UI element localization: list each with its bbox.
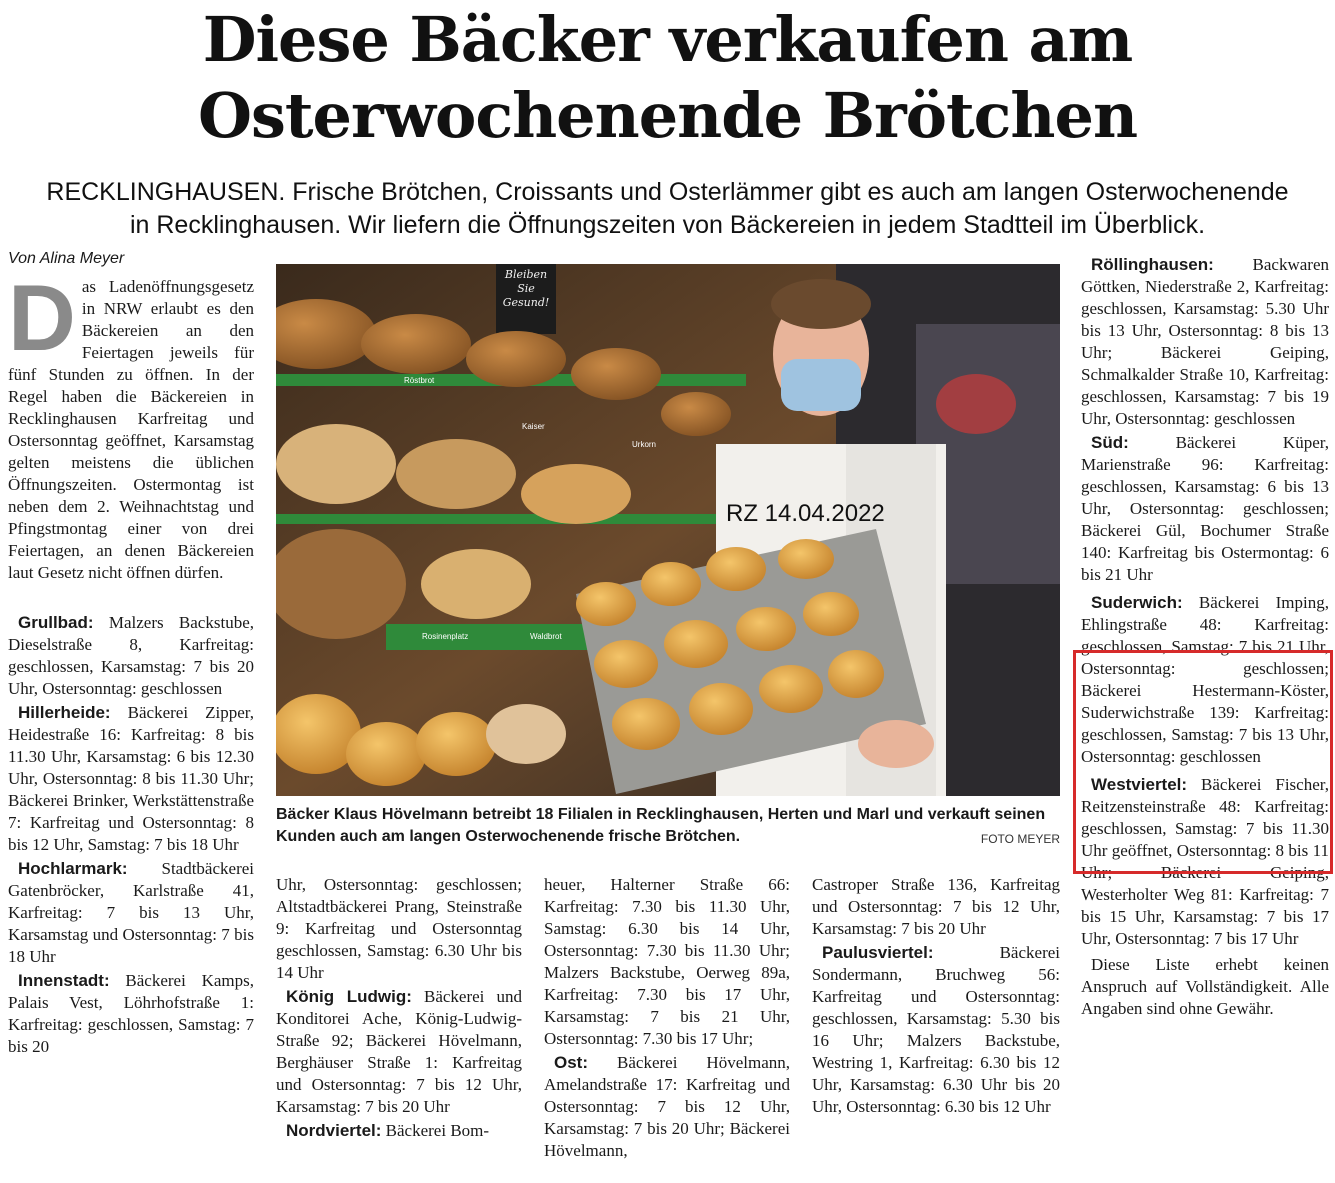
subhead-line-2: in Recklinghausen. Wir liefern die Öffnungszeiten von Bäckereien in jedem Stadtteil im Überblick.: [129, 211, 1206, 239]
district-label: Hochlarmark:: [18, 859, 128, 878]
entry-text: Backwaren Göttken, Niederstraße 2, Karfreitag: geschlossen, Karsamstag: 5.30 Uhr bis 13 Uhr, Ostersonntag: 8 bis 13 Uhr; Bäckerei Geiping, Schmalkalder Straße 10, Karfreitag: geschlossen, Karsamstag: 7 bis 19 Uhr, Ostersonntag: geschlossen: [1081, 255, 1329, 428]
photo-caption: Bäcker Klaus Hövelmann betreibt 18 Filialen in Recklinghausen, Herten und Marl und verkauft seinen Kunden auch am langen Osterwochenende frische Brötchen.: [276, 806, 1046, 845]
district-label: Innenstadt:: [18, 971, 110, 990]
entry-text: Bäckerei Fischer, Reitzensteinstraße 48: Karfreitag: geschlossen, Samstag: 7 bis 11.30 Uhr geöffnet, Ostersonntag: 8 bis 11 Uhr; Bäckerei Geiping, Westerholter Weg 81: Karfreitag: 7 bis 15 Uhr, Karsamstag: 7 bis 17 Uhr, Ostersonntag: 7 bis 17 Uhr: [1081, 775, 1329, 948]
district-label: Westviertel:: [1091, 775, 1188, 794]
shelf-label: Röstbrot: [404, 376, 435, 385]
district-label: Süd:: [1091, 433, 1129, 452]
sign-line: Gesund!: [502, 296, 550, 309]
district-label: Nordviertel:: [286, 1121, 382, 1140]
entry-nordviertel-continued: heuer, Halterner Straße 66: Karfreitag: 7.30 bis 11.30 Uhr, Samstag: 6.30 bis 14 Uhr, Ostersonntag: 7.30 bis 11.30 Uhr; Malzers Backstube, Oerweg 89a, Karfreitag: 7.30 bis 17 Uhr, Karsamstag: 7 bis 21 Uhr, Ostersonntag: 7.30 bis 17 Uhr;: [544, 875, 790, 1048]
bakery-photo: [276, 264, 1060, 796]
date-stamp: RZ 14.04.2022: [726, 500, 885, 527]
entry-ost-continued: Castroper Straße 136, Karfreitag und Ostersonntag: 7 bis 12 Uhr, Karsamstag: 7 bis 20 Uhr: [812, 875, 1060, 938]
entry-koenig-ludwig: [276, 986, 522, 1118]
column-2: [276, 874, 522, 1144]
byline: Von Alina Meyer: [8, 250, 125, 267]
entry-grullbad: [8, 612, 254, 700]
entry-text: Bäckerei Zipper, Heidestraße 16: Karfreitag: 8 bis 11.30 Uhr, Karsamstag: 6 bis 12.30 Uhr, Ostersonntag: 8 bis 11.30 Uhr; Bäckerei Brinker, Werkstättenstraße 7: Karfreitag und Ostersonntag: 8 bis 12 Uhr, Samstag: 7 bis 18 Uhr: [8, 703, 254, 854]
entry-text: Bäckerei Bom-: [381, 1121, 490, 1140]
intro-paragraph: as Ladenöffnungsgesetz in NRW erlaubt es den Bäckereien an den Feiertagen jeweils für fünf Stunden zu öffnen. In der Regel haben die Bäckereien in Recklinghausen Karfreitag und Ostersonntag geöffnet, Karsamstag gelten meistens die üblichen Öffnungszeiten. Ostermontag ist neben dem 2. Weihnachtstag und Pfingstmontag einer von drei Feiertagen, an denen Bäckereien laut Gesetz nicht öffnen dürfen.: [8, 277, 254, 582]
entry-text: Bäckerei Imping, Ehlingstraße 48: Karfreitag: geschlossen, Samstag: 7 bis 21 Uhr, Ostersonntag: geschlossen; Bäckerei Hestermann-Köster, Suderwichstraße 139: Karfreitag: geschlossen, Samstag: 7 bis 13 Uhr, Ostersonntag: geschlossen: [1081, 593, 1329, 766]
district-label: Hillerheide:: [18, 703, 111, 722]
photo-credit: FOTO MEYER: [980, 832, 1060, 846]
drop-cap: D: [8, 265, 76, 370]
entry-text: Bäckerei Kamps, Palais Vest, Löhrhofstraße 1: Karfreitag: geschlossen, Samstag: 7 bis 20: [8, 971, 254, 1056]
entry-sued: [1081, 432, 1329, 586]
disclaimer: Diese Liste erhebt keinen Anspruch auf Vollständigkeit. Alle Angaben sind ohne Gewähr.: [1081, 955, 1329, 1018]
entry-hochlarmark: [8, 858, 254, 968]
entry-ost: [544, 1052, 790, 1162]
column-1: [8, 265, 254, 1060]
article-subhead: [20, 176, 1315, 242]
entry-text: Bäckerei Küper, Marienstraße 96: Karfreitag: geschlossen, Karsamstag: 6 bis 13 Uhr, Ostersonntag: geschlossen; Bäckerei Gül, Bochumer Straße 140: Karfreitag bis Ostermontag: 6 bis 21 Uhr: [1081, 433, 1329, 584]
district-label: König Ludwig:: [286, 987, 412, 1006]
headline-line-2: Osterwochenende Brötchen: [197, 79, 1138, 152]
entry-text: Bäckerei Hövelmann, Amelandstraße 17: Karfreitag und Ostersonntag: 7 bis 12 Uhr, Karsamstag: 7 bis 20 Uhr; Bäckerei Hövelmann,: [544, 1053, 790, 1160]
district-label: Röllinghausen:: [1091, 255, 1214, 274]
sign-line: Sie: [517, 282, 535, 295]
suderwich-highlight-box: [1073, 650, 1333, 874]
entry-text: Malzers Backstube, Dieselstraße 8, Karfreitag: geschlossen, Karsamstag: 7 bis 20 Uhr, Ostersonntag: geschlossen: [8, 613, 254, 698]
district-label: Suderwich:: [1091, 593, 1183, 612]
subhead-line-1: RECKLINGHAUSEN. Frische Brötchen, Croissants und Osterlämmer gibt es auch am langen Osterwochenende: [46, 178, 1289, 206]
entry-text: Stadtbäckerei Gatenbröcker, Karlstraße 41, Karfreitag: 7 bis 13 Uhr, Karsamstag und Ostersonntag: 7 bis 18 Uhr: [8, 859, 254, 966]
entry-innenstadt: [8, 970, 254, 1058]
entry-nordviertel: [276, 1120, 522, 1142]
shelf-label: Kaiser: [522, 422, 545, 431]
district-label: Paulusviertel:: [822, 943, 934, 962]
headline-line-1: Diese Bäcker verkaufen am: [202, 3, 1133, 76]
entry-paulusviertel: [812, 942, 1060, 1118]
entry-hillerheide: [8, 702, 254, 856]
article-headline: [0, 2, 1335, 154]
entry-text: Bäckerei und Konditorei Ache, König-Ludwig-Straße 92; Bäckerei Hövelmann, Berghäuser Straße 1: Karfreitag und Ostersonntag: 7 bis 12 Uhr, Karsamstag: 7 bis 20 Uhr: [276, 987, 522, 1116]
shelf-label: Rosinenplatz: [422, 632, 469, 641]
sign-line: Bleiben: [504, 268, 548, 281]
entry-text: Bäckerei Sondermann, Bruchweg 56: Karfreitag und Ostersonntag: geschlossen, Karsamstag: 5.30 bis 16 Uhr; Malzers Backstube, Westring 1, Karfreitag: 6.30 bis 12 Uhr, Karsamstag: 6.30 Uhr bis 20 Uhr, Ostersonntag: 6.30 bis 12 Uhr: [812, 943, 1060, 1116]
shelf-label: Waldbrot: [530, 632, 562, 641]
bakery-photo-image: [276, 264, 1060, 796]
district-label: Ost:: [554, 1053, 588, 1072]
entry-innenstadt-continued: Uhr, Ostersonntag: geschlossen; Altstadtbäckerei Prang, Steinstraße 9: Karfreitag und Ostersonntag geschlossen, Samstag: 6.30 Uhr bis 14 Uhr: [276, 875, 522, 982]
column-5: [1081, 254, 1329, 1022]
column-4: [812, 874, 1060, 1120]
entry-roellinghausen: [1081, 254, 1329, 430]
column-3: [544, 874, 790, 1164]
chalkboard-sign: [498, 268, 554, 310]
district-label: Grullbad:: [18, 613, 94, 632]
shelf-label: Urkorn: [632, 440, 657, 449]
